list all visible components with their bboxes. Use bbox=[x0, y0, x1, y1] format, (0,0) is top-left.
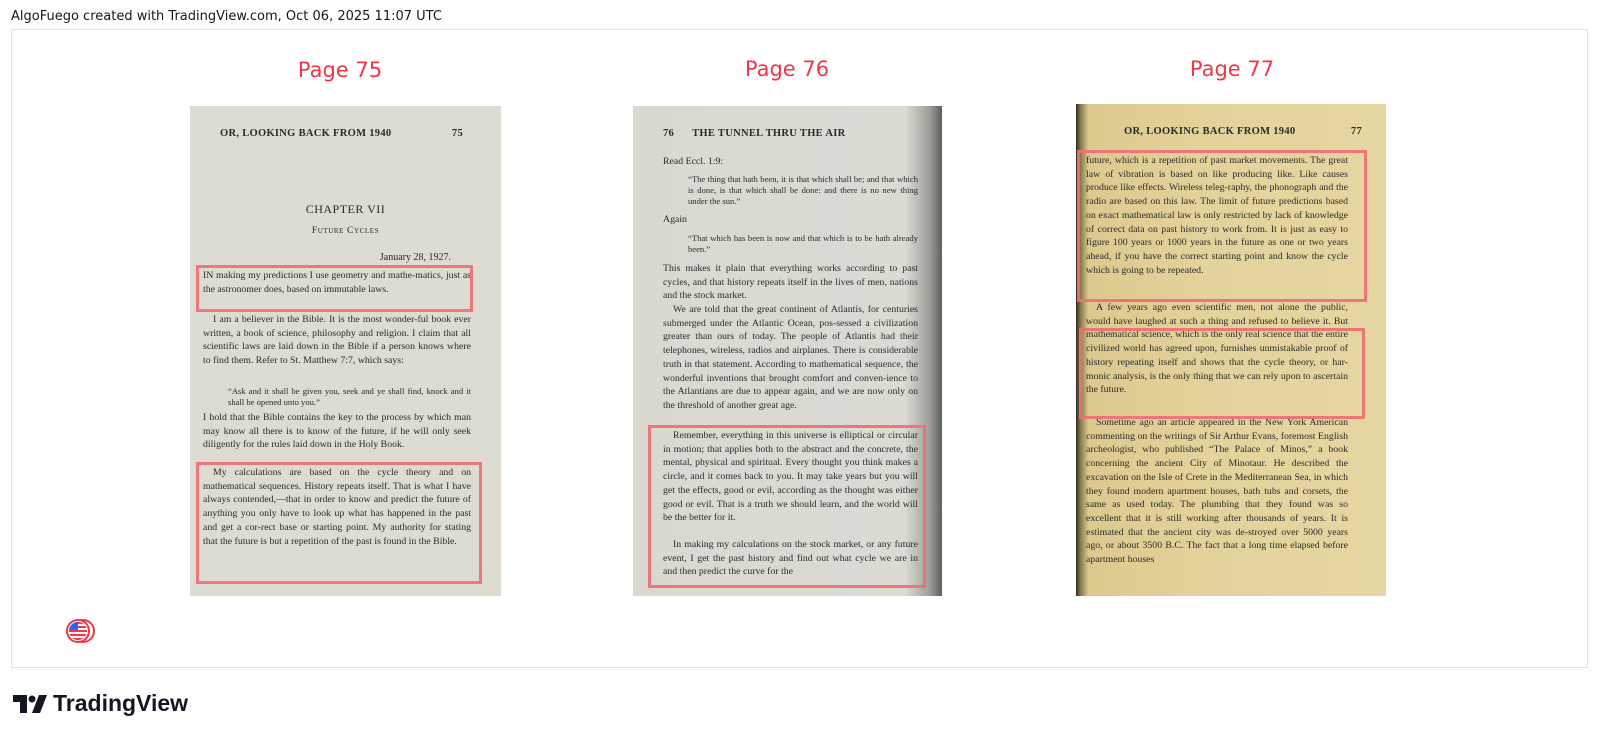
brand-name: TradingView bbox=[53, 690, 189, 716]
tradingview-logo[interactable] bbox=[13, 690, 188, 717]
highlight-box bbox=[196, 462, 482, 584]
page-number: 77 bbox=[1350, 126, 1362, 137]
page-title-75: Page 75 bbox=[297, 58, 383, 82]
highlight-box bbox=[648, 425, 926, 588]
quotation: “That which has been is now and that which is to be hath already been.” bbox=[688, 233, 918, 254]
book-page-76 bbox=[633, 106, 942, 596]
paragraph: I am a believer in the Bible. It is the most wonder-ful book ever written, a book of science, philosophy and religion. I claim that all scientific laws are laid down in the Bible if a person knows where to find them. Refer to St. Matthew 7:7, which says: bbox=[203, 314, 471, 367]
paragraph: Again bbox=[663, 214, 687, 225]
page-number: 75 bbox=[451, 128, 463, 139]
us-flag-icon[interactable] bbox=[66, 618, 96, 644]
quotation: “Ask and it shall be given you, seek and ye shall find, knock and it shall be opened unto you.” bbox=[228, 386, 471, 407]
paragraph: Sometime ago an article appeared in the New York American commenting on the writings of Sir Arthur Evans, foremost English archeologist, who published “The Palace of Minos,” a book concerning the ancient City of Minotaur. He described the excavation on the Isle of Crete in the Mediterranean Sea, in which they found modern apartment houses, bath tubs and corsets, the same as used today. The plumbing that they found was so excellent that it is still working after thousands of years. It is estimated that the ancient city was de-stroyed over 5000 years ago, or about 3500 B.C. The fact that a long time elapsed before apartment houses bbox=[1086, 417, 1348, 566]
running-head-title: THE TUNNEL THRU THE AIR bbox=[692, 128, 846, 139]
highlight-box bbox=[196, 265, 473, 312]
running-head-title: OR, LOOKING BACK FROM 1940 bbox=[1124, 126, 1296, 137]
page-title-76: Page 76 bbox=[744, 57, 830, 81]
tv-logo-icon bbox=[13, 695, 47, 713]
running-head-title: OR, LOOKING BACK FROM 1940 bbox=[220, 128, 392, 139]
entry-date: January 28, 1927. bbox=[379, 252, 451, 263]
paragraph: Read Eccl. 1:9: bbox=[663, 156, 724, 167]
paragraph: I hold that the Bible contains the key to the process by which man may know all there is to know of the future, if he will only seek diligently for the rules laid down in the Holy Book. bbox=[203, 412, 471, 451]
paragraph: My calculations are based on the cycle theory and on mathematical sequences. History repeats itself. That is what I have always contended,—that in order to know and predict the future of anything you only have to look up what has happened in the past and get a cor-rect base or starting point. My authority for stating that the future is but a repetition of the past is found in the Bible. bbox=[203, 467, 471, 547]
paragraph: IN making my predictions I use geometry and mathe-matics, just as the astronomer does, based on immutable laws. bbox=[203, 270, 471, 295]
paragraph: We are told that the great continent of Atlantis, for centuries submerged under the Atlantic Ocean, pos-sessed a civilization greater than ours of today. The people of Atlantis had their telephones, wireless, radios and airplanes. There is considerable truth in that statement. According to mathematical sequence, the wonderful inventions that brought comfort and conven-ience to the Atlantians are due to appear again, and we are now only on the threshold of another great age. bbox=[663, 304, 918, 411]
chart-caption: AlgoFuego created with TradingView.com, Oct 06, 2025 11:07 UTC bbox=[11, 9, 442, 24]
paragraph: Remember, everything in this universe is elliptical or circular in motion; that applies both to the abstract and the concrete, the mental, physical and spiritual. Every thought you think makes a circle, and it comes back to you. It may take years but you will get the effects, good or evil, according as the thought was either good or evil. That is a truth we should learn, and the world will be the better for it. bbox=[663, 430, 918, 524]
page-title-77: Page 77 bbox=[1189, 57, 1275, 81]
quotation: “The thing that hath been, it is that which shall be; and that which is done, is that which shall be done: and there is no new thing under the sun.” bbox=[688, 174, 918, 206]
book-page-77 bbox=[1076, 104, 1386, 596]
chapter-subtitle: Future Cycles bbox=[311, 226, 380, 236]
running-head bbox=[190, 128, 501, 139]
chapter-heading: CHAPTER VII bbox=[305, 202, 386, 216]
paragraph: In making my calculations on the stock market, or any future event, I get the past history and find out what cycle we are in and then predict the curve for the bbox=[663, 539, 918, 578]
running-head bbox=[1076, 126, 1386, 137]
highlight-box bbox=[1077, 150, 1367, 302]
book-page-75 bbox=[190, 106, 501, 596]
paragraph: A few years ago even scientific men, not alone the public, would have laughed at such a thing and refused to believe it. But mathematical science, which is the only real science that the entire civilized world has agreed upon, furnishes unmistakable proof of history repeating itself and shows that the cycle theory, or har-monic analysis, is the only thing that we can rely upon to ascertain the future. bbox=[1086, 302, 1348, 396]
highlight-box bbox=[1079, 328, 1365, 419]
running-head bbox=[633, 128, 942, 139]
paragraph: This makes it plain that everything works according to past cycles, and that history repeats itself in the lives of men, nations and the stock market. bbox=[663, 263, 918, 302]
paragraph: future, which is a repetition of past market movements. The great law of vibration is based on like producing like. Like causes produce like effects. Wireless teleg-raphy, the phonograph and the radio are based on this law. The limit of future predictions based on exact mathematical law is only restricted by lack of knowledge of correct data on past history to work from. It is just as easy to figure 100 years or 1000 years in the future as one or two years ahead, if you have the correct starting point and know the cycle which is going to be repeated. bbox=[1086, 155, 1348, 276]
page-number: 76 bbox=[663, 128, 675, 139]
